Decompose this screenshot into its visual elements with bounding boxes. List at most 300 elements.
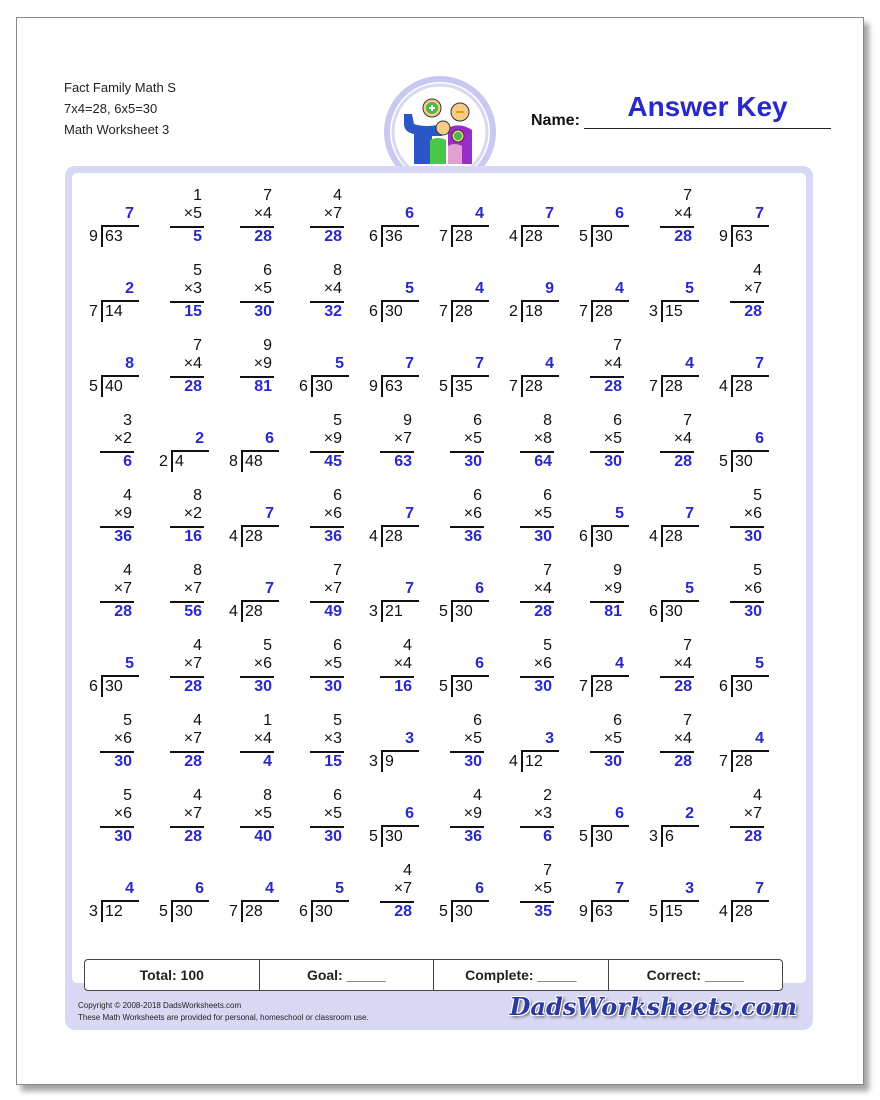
problem-cell <box>434 562 490 632</box>
quotient-answer: 4 <box>615 280 624 297</box>
factor-top: 1 <box>263 712 272 729</box>
factor-top: 6 <box>473 712 482 729</box>
product-answer: 16 <box>394 678 412 695</box>
problem-cell <box>504 487 560 557</box>
problem-cell <box>574 487 630 557</box>
quotient-answer: 6 <box>475 880 484 897</box>
quotient-answer: 6 <box>265 430 274 447</box>
brand-logo: DadsWorksheets.com <box>509 992 797 1021</box>
factor-bottom: ×7 <box>743 280 762 297</box>
division-bar <box>521 375 559 377</box>
factor-top: 7 <box>333 562 342 579</box>
factor-bottom: ×4 <box>323 280 342 297</box>
problem-cell <box>644 412 700 482</box>
division-bar <box>171 450 209 452</box>
factor-bottom: ×6 <box>533 655 552 672</box>
problem-cell <box>84 637 140 707</box>
quotient-answer: 3 <box>405 730 414 747</box>
factor-top: 2 <box>543 787 552 804</box>
dividend: 63 <box>595 903 613 920</box>
problem-cell <box>364 712 420 782</box>
division-bracket <box>731 902 733 922</box>
problem-cell <box>434 262 490 332</box>
multiplication-problem <box>154 187 210 257</box>
divisor: 3 <box>369 603 378 620</box>
multiplication-problem <box>224 337 280 407</box>
problem-cell <box>434 712 490 782</box>
division-bar <box>381 300 419 302</box>
division-bracket <box>311 377 313 397</box>
problem-cell <box>294 187 350 257</box>
factor-top: 8 <box>333 262 342 279</box>
factor-top: 4 <box>753 787 762 804</box>
division-bar <box>731 375 769 377</box>
product-answer: 30 <box>534 528 552 545</box>
factor-bottom: ×7 <box>743 805 762 822</box>
title-line-2: 7x4=28, 6x5=30 <box>64 101 158 116</box>
divisor: 5 <box>159 903 168 920</box>
problem-cell <box>434 187 490 257</box>
product-answer: 63 <box>394 453 412 470</box>
dividend: 28 <box>245 528 263 545</box>
divisor: 4 <box>229 528 238 545</box>
goal-field[interactable]: Goal: _____ <box>260 960 435 990</box>
division-bracket <box>381 227 383 247</box>
dividend: 21 <box>385 603 403 620</box>
problem-cell <box>644 487 700 557</box>
problem-cell <box>224 562 280 632</box>
division-bar <box>661 375 699 377</box>
total-field: Total: 100 <box>85 960 260 990</box>
product-answer: 36 <box>464 528 482 545</box>
problem-cell <box>224 412 280 482</box>
problem-cell <box>224 637 280 707</box>
problem-cell <box>154 787 210 857</box>
multiplication-problem <box>714 487 770 557</box>
problem-cell <box>504 562 560 632</box>
factor-top: 5 <box>193 262 202 279</box>
dividend: 28 <box>245 903 263 920</box>
division-bracket <box>591 227 593 247</box>
product-answer: 28 <box>674 228 692 245</box>
division-bar <box>661 825 699 827</box>
divisor: 6 <box>89 678 98 695</box>
division-bracket <box>591 302 593 322</box>
problem-cell <box>154 262 210 332</box>
product-answer: 6 <box>543 828 552 845</box>
dividend: 28 <box>595 303 613 320</box>
product-answer: 6 <box>123 453 132 470</box>
problem-cell <box>574 862 630 932</box>
product-answer: 45 <box>324 453 342 470</box>
dividend: 28 <box>455 303 473 320</box>
division-bar <box>661 900 699 902</box>
problem-cell <box>504 787 560 857</box>
problem-cell <box>224 262 280 332</box>
multiplication-problem <box>644 712 700 782</box>
problem-cell <box>644 262 700 332</box>
factor-top: 4 <box>123 562 132 579</box>
factor-bottom: ×5 <box>253 280 272 297</box>
multiplication-problem <box>364 862 420 932</box>
factor-bottom: ×5 <box>463 430 482 447</box>
factor-bottom: ×4 <box>603 355 622 372</box>
dividend: 30 <box>455 903 473 920</box>
problem-cell <box>574 337 630 407</box>
quotient-answer: 2 <box>685 805 694 822</box>
division-bar <box>381 825 419 827</box>
dividend: 30 <box>315 903 333 920</box>
problem-cell <box>84 862 140 932</box>
divisor: 6 <box>369 303 378 320</box>
division-bar <box>101 375 139 377</box>
factor-bottom: ×5 <box>183 205 202 222</box>
factor-top: 7 <box>683 187 692 204</box>
divisor: 8 <box>229 453 238 470</box>
factor-top: 4 <box>193 637 202 654</box>
problem-cell <box>364 862 420 932</box>
quotient-answer: 7 <box>265 505 274 522</box>
division-bar <box>101 900 139 902</box>
product-answer: 30 <box>604 753 622 770</box>
dividend: 15 <box>665 303 683 320</box>
multiplication-problem <box>84 562 140 632</box>
dividend: 30 <box>385 828 403 845</box>
divisor: 7 <box>719 753 728 770</box>
product-answer: 30 <box>254 678 272 695</box>
product-answer: 28 <box>394 903 412 920</box>
factor-top: 4 <box>403 862 412 879</box>
dividend: 30 <box>315 378 333 395</box>
divisor: 2 <box>509 303 518 320</box>
division-bracket <box>451 302 453 322</box>
problem-cell <box>574 637 630 707</box>
product-answer: 32 <box>324 303 342 320</box>
problem-cell <box>224 187 280 257</box>
dividend: 63 <box>735 228 753 245</box>
problem-cell <box>294 412 350 482</box>
dividend: 30 <box>455 603 473 620</box>
factor-top: 5 <box>753 562 762 579</box>
divisor: 5 <box>439 903 448 920</box>
quotient-answer: 4 <box>685 355 694 372</box>
product-answer: 28 <box>604 378 622 395</box>
problem-cell <box>364 562 420 632</box>
product-answer: 49 <box>324 603 342 620</box>
divisor: 6 <box>299 903 308 920</box>
quotient-answer: 6 <box>615 205 624 222</box>
factor-top: 8 <box>263 787 272 804</box>
dividend: 40 <box>105 378 123 395</box>
divisor: 7 <box>579 303 588 320</box>
divisor: 7 <box>229 903 238 920</box>
factor-top: 7 <box>543 562 552 579</box>
multiplication-problem <box>714 562 770 632</box>
factor-bottom: ×4 <box>393 655 412 672</box>
factor-bottom: ×9 <box>323 430 342 447</box>
factor-top: 9 <box>403 412 412 429</box>
quotient-answer: 5 <box>335 355 344 372</box>
factor-top: 6 <box>263 262 272 279</box>
factor-top: 9 <box>613 562 622 579</box>
product-answer: 28 <box>744 828 762 845</box>
dividend: 28 <box>735 903 753 920</box>
quotient-answer: 5 <box>685 280 694 297</box>
quotient-answer: 5 <box>125 655 134 672</box>
product-answer: 4 <box>263 753 272 770</box>
factor-top: 6 <box>613 712 622 729</box>
problem-cell <box>434 412 490 482</box>
multiplication-problem <box>644 637 700 707</box>
divisor: 6 <box>579 528 588 545</box>
problem-cell <box>224 862 280 932</box>
divisor: 4 <box>509 753 518 770</box>
multiplication-problem <box>364 637 420 707</box>
factor-top: 1 <box>193 187 202 204</box>
quotient-answer: 7 <box>125 205 134 222</box>
title-block <box>64 77 176 140</box>
factor-top: 6 <box>333 487 342 504</box>
factor-top: 6 <box>333 637 342 654</box>
problem-cell <box>434 487 490 557</box>
problem-cell <box>714 337 770 407</box>
division-bar <box>451 675 489 677</box>
division-bar <box>451 900 489 902</box>
quotient-answer: 7 <box>475 355 484 372</box>
division-bracket <box>451 602 453 622</box>
problem-cell <box>84 337 140 407</box>
division-bracket <box>731 377 733 397</box>
factor-top: 6 <box>613 412 622 429</box>
problem-cell <box>574 562 630 632</box>
product-answer: 56 <box>184 603 202 620</box>
problem-cell <box>154 562 210 632</box>
division-bracket <box>101 302 103 322</box>
factor-bottom: ×5 <box>533 880 552 897</box>
multiplication-problem <box>504 637 560 707</box>
divisor: 9 <box>719 228 728 245</box>
dividend: 63 <box>105 228 123 245</box>
product-answer: 36 <box>114 528 132 545</box>
quotient-answer: 5 <box>685 580 694 597</box>
problem-cell <box>714 712 770 782</box>
complete-field[interactable]: Complete: _____ <box>434 960 609 990</box>
dividend: 30 <box>595 228 613 245</box>
product-answer: 81 <box>604 603 622 620</box>
quotient-answer: 4 <box>755 730 764 747</box>
division-bracket <box>171 452 173 472</box>
division-bracket <box>101 677 103 697</box>
problem-cell <box>364 187 420 257</box>
multiplication-problem <box>294 562 350 632</box>
quotient-answer: 7 <box>685 505 694 522</box>
division-bracket <box>241 527 243 547</box>
problem-cell <box>434 637 490 707</box>
quotient-answer: 3 <box>545 730 554 747</box>
product-answer: 81 <box>254 378 272 395</box>
problem-cell <box>154 412 210 482</box>
division-bar <box>591 675 629 677</box>
problem-cell <box>714 412 770 482</box>
factor-top: 7 <box>263 187 272 204</box>
factor-top: 6 <box>333 787 342 804</box>
division-bracket <box>171 902 173 922</box>
division-bar <box>241 900 279 902</box>
factor-bottom: ×7 <box>323 580 342 597</box>
division-bar <box>731 900 769 902</box>
multiplication-problem <box>224 712 280 782</box>
dividend: 12 <box>105 903 123 920</box>
quotient-answer: 5 <box>335 880 344 897</box>
worksheet-page <box>16 17 864 1085</box>
quotient-answer: 4 <box>475 205 484 222</box>
division-bar <box>661 525 699 527</box>
multiplication-problem <box>294 637 350 707</box>
division-bar <box>381 750 419 752</box>
factor-bottom: ×6 <box>113 805 132 822</box>
factor-bottom: ×2 <box>113 430 132 447</box>
multiplication-problem <box>574 562 630 632</box>
multiplication-problem <box>224 637 280 707</box>
division-bracket <box>381 377 383 397</box>
dividend: 30 <box>455 678 473 695</box>
dividend: 35 <box>455 378 473 395</box>
quotient-answer: 6 <box>475 580 484 597</box>
product-answer: 28 <box>114 603 132 620</box>
quotient-answer: 4 <box>615 655 624 672</box>
divisor: 6 <box>299 378 308 395</box>
factor-bottom: ×6 <box>113 730 132 747</box>
factor-top: 4 <box>193 712 202 729</box>
quotient-answer: 9 <box>545 280 554 297</box>
product-answer: 16 <box>184 528 202 545</box>
division-bar <box>241 450 279 452</box>
problem-cell <box>364 337 420 407</box>
division-bracket <box>731 227 733 247</box>
divisor: 3 <box>369 753 378 770</box>
division-bracket <box>451 227 453 247</box>
quotient-answer: 6 <box>755 430 764 447</box>
division-bracket <box>661 377 663 397</box>
problem-cell <box>714 487 770 557</box>
factor-top: 7 <box>683 712 692 729</box>
division-bar <box>171 900 209 902</box>
division-bar <box>591 300 629 302</box>
factor-bottom: ×3 <box>323 730 342 747</box>
division-bar <box>101 225 139 227</box>
multiplication-problem <box>504 562 560 632</box>
problem-cell <box>294 787 350 857</box>
product-answer: 28 <box>324 228 342 245</box>
problem-cell <box>294 712 350 782</box>
dividend: 28 <box>525 228 543 245</box>
quotient-answer: 6 <box>195 880 204 897</box>
factor-bottom: ×4 <box>673 430 692 447</box>
product-answer: 30 <box>534 678 552 695</box>
multiplication-problem <box>434 712 490 782</box>
quotient-answer: 2 <box>125 280 134 297</box>
problem-cell <box>364 412 420 482</box>
product-answer: 15 <box>184 303 202 320</box>
divisor: 3 <box>89 903 98 920</box>
multiplication-problem <box>154 787 210 857</box>
multiplication-problem <box>434 487 490 557</box>
problem-cell <box>714 562 770 632</box>
problem-cell <box>714 787 770 857</box>
quotient-answer: 7 <box>265 580 274 597</box>
division-bracket <box>661 827 663 847</box>
factor-bottom: ×9 <box>463 805 482 822</box>
correct-field[interactable]: Correct: _____ <box>646 967 744 983</box>
problem-cell <box>224 787 280 857</box>
factor-top: 5 <box>333 412 342 429</box>
multiplication-problem <box>294 487 350 557</box>
divisor: 6 <box>649 603 658 620</box>
division-bracket <box>521 227 523 247</box>
division-bracket <box>591 902 593 922</box>
dividend: 63 <box>385 378 403 395</box>
multiplication-problem <box>154 562 210 632</box>
problem-cell <box>364 787 420 857</box>
quotient-answer: 5 <box>755 655 764 672</box>
dividend: 30 <box>595 528 613 545</box>
divisor: 3 <box>649 828 658 845</box>
quotient-answer: 7 <box>755 355 764 372</box>
problem-cell <box>644 712 700 782</box>
multiplication-problem <box>644 187 700 257</box>
problem-cell <box>434 337 490 407</box>
division-bar <box>731 675 769 677</box>
factor-top: 4 <box>193 787 202 804</box>
quotient-answer: 8 <box>125 355 134 372</box>
problem-cell <box>364 262 420 332</box>
quotient-answer: 6 <box>615 805 624 822</box>
divisor: 5 <box>649 903 658 920</box>
factor-bottom: ×5 <box>603 730 622 747</box>
multiplication-problem <box>574 337 630 407</box>
problem-cell <box>294 637 350 707</box>
divisor: 4 <box>649 528 658 545</box>
multiplication-problem <box>154 637 210 707</box>
quotient-answer: 5 <box>405 280 414 297</box>
division-bar <box>521 300 559 302</box>
score-bar <box>84 959 783 991</box>
dividend: 30 <box>665 603 683 620</box>
problem-cell <box>224 337 280 407</box>
product-answer: 28 <box>254 228 272 245</box>
division-bracket <box>381 752 383 772</box>
quotient-answer: 7 <box>405 355 414 372</box>
quotient-answer: 6 <box>405 805 414 822</box>
divisor: 7 <box>439 228 448 245</box>
division-bracket <box>101 902 103 922</box>
product-answer: 5 <box>193 228 202 245</box>
factor-bottom: ×6 <box>253 655 272 672</box>
division-bracket <box>591 827 593 847</box>
problem-cell <box>714 187 770 257</box>
problem-cell <box>644 787 700 857</box>
factor-bottom: ×5 <box>323 805 342 822</box>
divisor: 7 <box>89 303 98 320</box>
factor-bottom: ×5 <box>463 730 482 747</box>
division-bracket <box>311 902 313 922</box>
problem-cell <box>644 337 700 407</box>
factor-top: 4 <box>473 787 482 804</box>
factor-top: 7 <box>543 862 552 879</box>
division-bar <box>591 225 629 227</box>
product-answer: 30 <box>114 828 132 845</box>
division-bar <box>311 375 349 377</box>
